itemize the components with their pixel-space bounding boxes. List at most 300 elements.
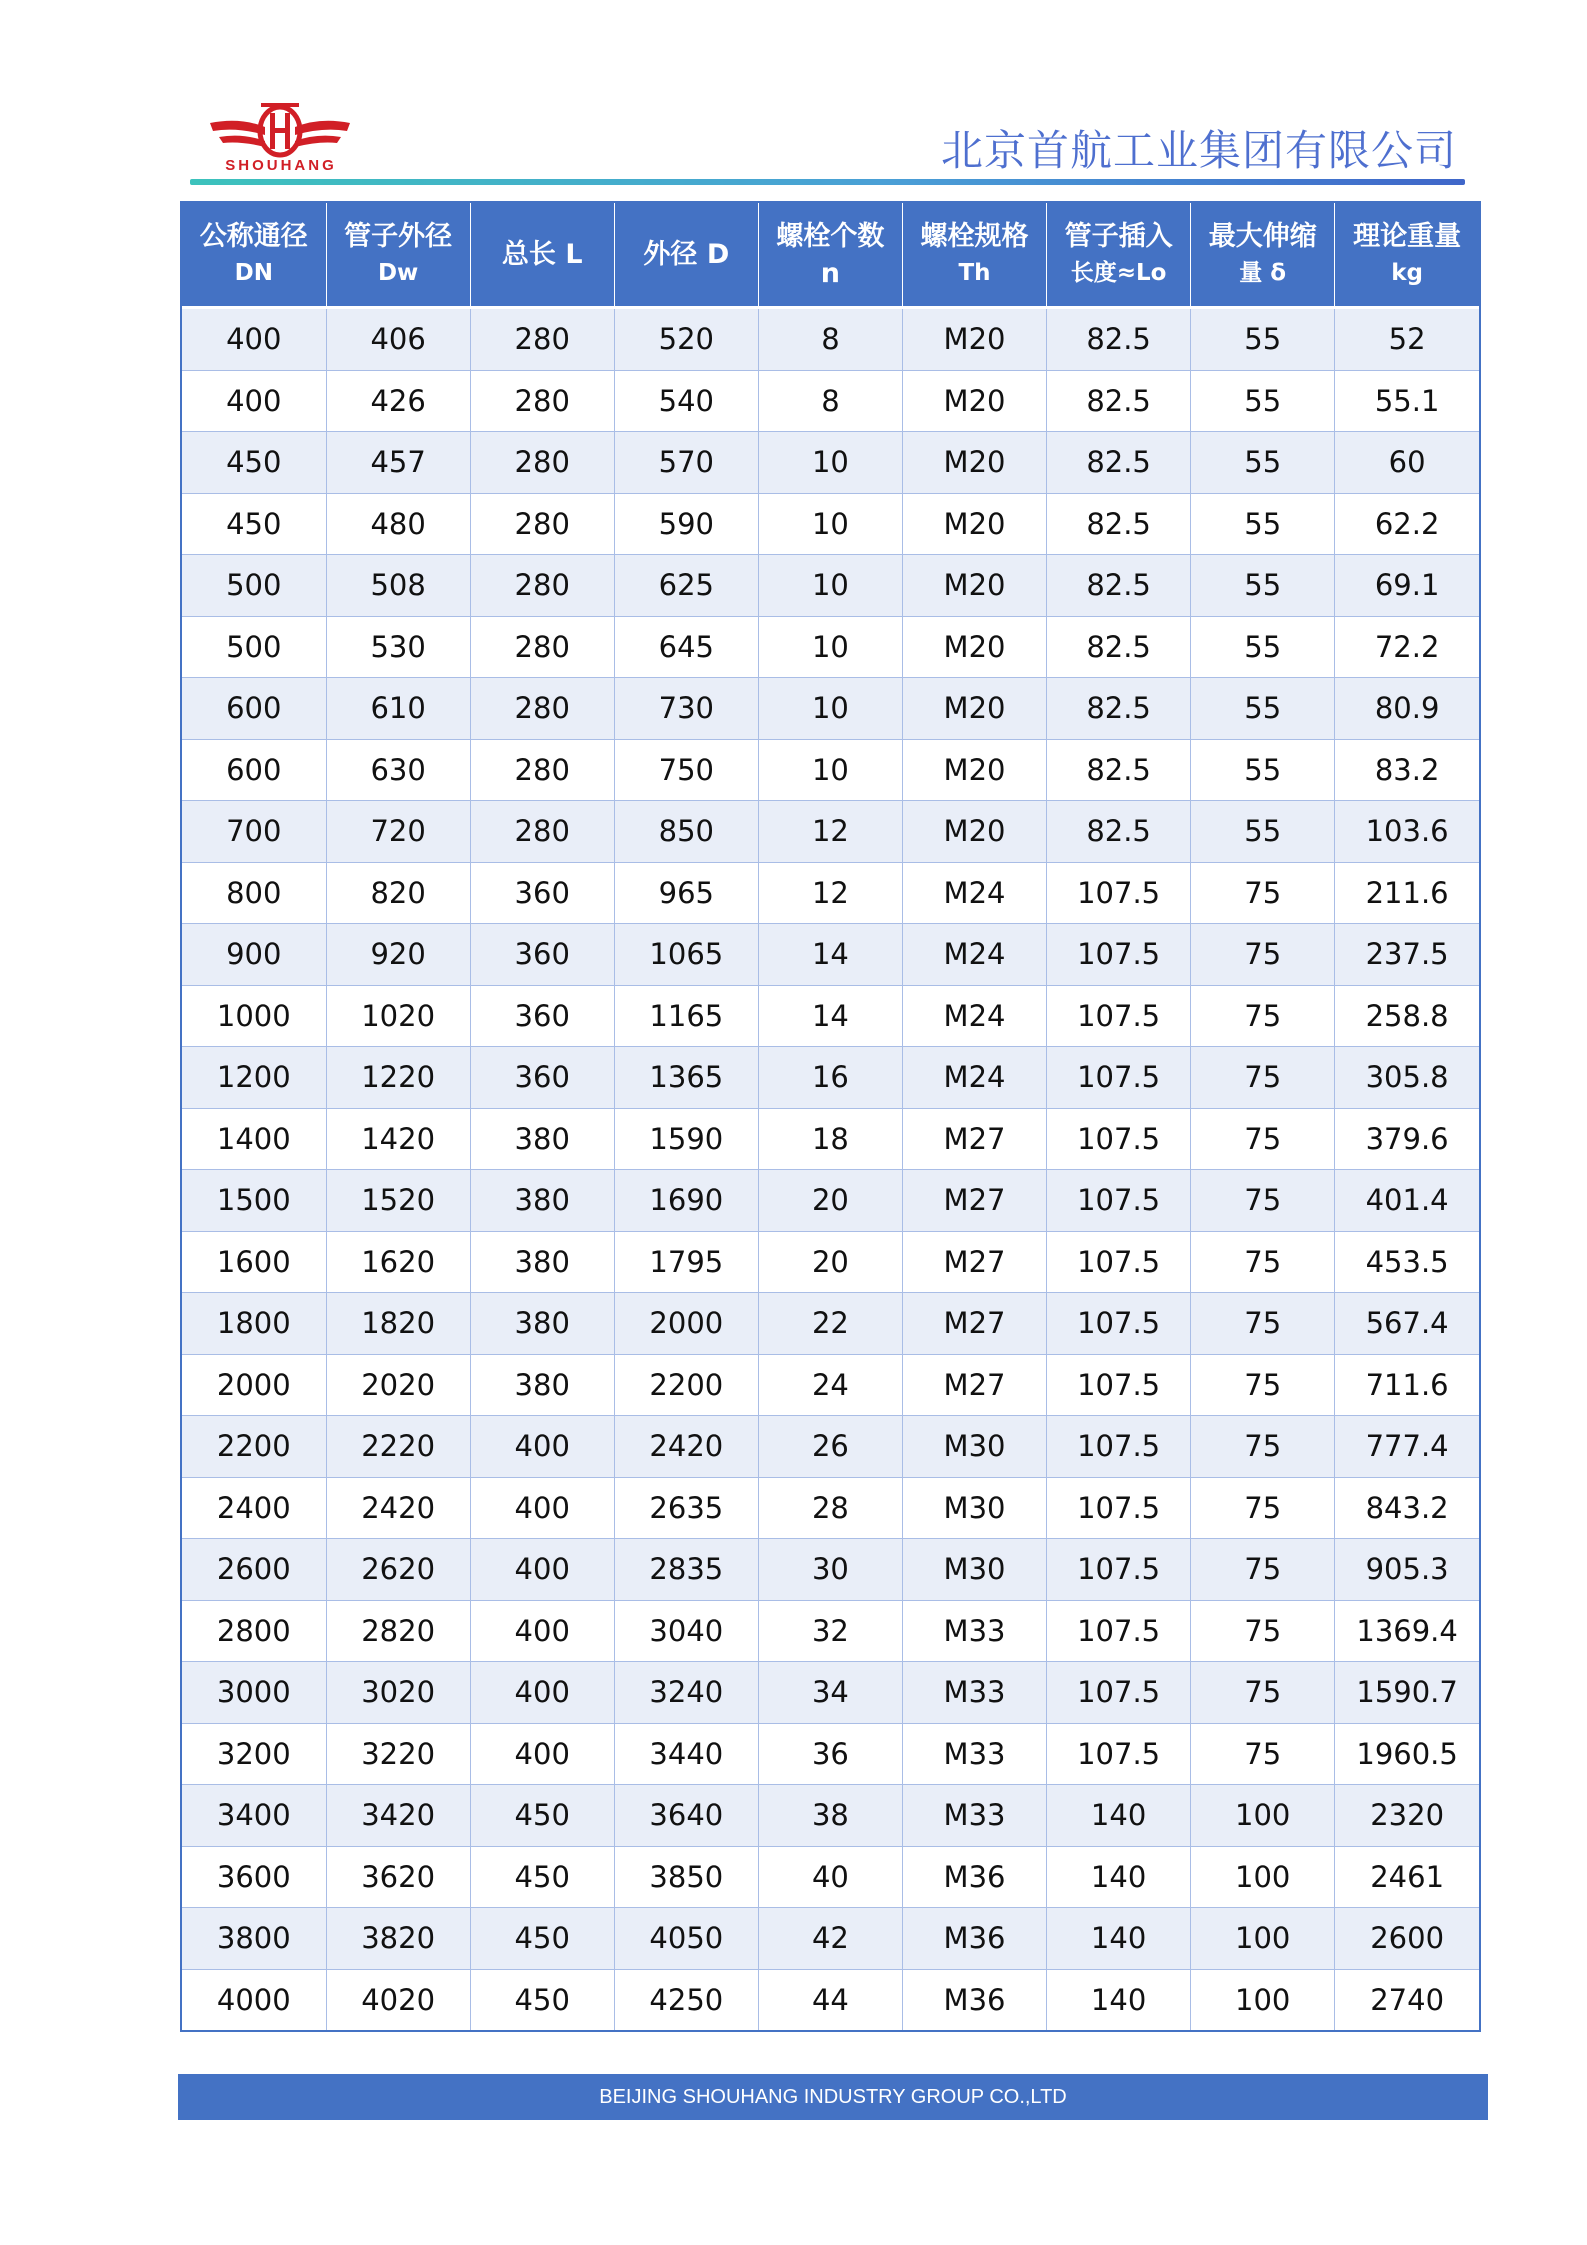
- table-cell: 75: [1191, 924, 1335, 986]
- table-cell: 3600: [182, 1846, 326, 1908]
- table-cell: 100: [1191, 1785, 1335, 1847]
- table-cell: 82.5: [1047, 678, 1191, 740]
- table-row: [182, 678, 1479, 740]
- table-cell: 32: [758, 1600, 902, 1662]
- table-cell: 3400: [182, 1785, 326, 1847]
- column-header: [182, 203, 326, 308]
- table-cell: M24: [902, 862, 1046, 924]
- table-cell: 500: [182, 616, 326, 678]
- table-cell: 38: [758, 1785, 902, 1847]
- table-cell: 72.2: [1335, 616, 1479, 678]
- table-cell: M20: [902, 555, 1046, 617]
- table-cell: 645: [614, 616, 758, 678]
- table-cell: 2200: [614, 1354, 758, 1416]
- column-header: [758, 203, 902, 308]
- table-cell: 55: [1191, 432, 1335, 494]
- column-header-label: 管子插入: [1064, 220, 1173, 252]
- table-cell: 18: [758, 1108, 902, 1170]
- table-row: [182, 801, 1479, 863]
- column-header-sublabel: Th: [958, 259, 991, 286]
- table-cell: 2420: [326, 1477, 470, 1539]
- table-cell: 965: [614, 862, 758, 924]
- table-cell: 36: [758, 1723, 902, 1785]
- table-cell: M20: [902, 678, 1046, 740]
- table-cell: M24: [902, 1047, 1046, 1109]
- table-cell: 24: [758, 1354, 902, 1416]
- table-cell: 3420: [326, 1785, 470, 1847]
- table-cell: 720: [326, 801, 470, 863]
- table-cell: 107.5: [1047, 1477, 1191, 1539]
- table-cell: 83.2: [1335, 739, 1479, 801]
- table-body: [182, 308, 1479, 2031]
- table-cell: 52: [1335, 308, 1479, 371]
- table-cell: M27: [902, 1293, 1046, 1355]
- table-cell: 14: [758, 985, 902, 1047]
- table-cell: 400: [470, 1662, 614, 1724]
- table-cell: 530: [326, 616, 470, 678]
- table-row: [182, 308, 1479, 371]
- table-cell: 82.5: [1047, 493, 1191, 555]
- table-cell: 40: [758, 1846, 902, 1908]
- column-header: [1047, 203, 1191, 308]
- table-cell: 400: [470, 1539, 614, 1601]
- table-cell: 75: [1191, 1047, 1335, 1109]
- table-cell: 30: [758, 1539, 902, 1601]
- table-cell: 20: [758, 1231, 902, 1293]
- table-cell: 107.5: [1047, 1047, 1191, 1109]
- table-cell: 457: [326, 432, 470, 494]
- table-cell: 103.6: [1335, 801, 1479, 863]
- table-cell: 69.1: [1335, 555, 1479, 617]
- table-cell: 14: [758, 924, 902, 986]
- table-cell: 850: [614, 801, 758, 863]
- table-cell: 280: [470, 432, 614, 494]
- table-row: [182, 1539, 1479, 1601]
- table-cell: 508: [326, 555, 470, 617]
- column-header-label: 理论重量: [1353, 220, 1462, 252]
- table-cell: 2835: [614, 1539, 758, 1601]
- table-cell: 75: [1191, 862, 1335, 924]
- table-cell: 211.6: [1335, 862, 1479, 924]
- table-cell: 400: [182, 370, 326, 432]
- table-cell: M33: [902, 1662, 1046, 1724]
- column-header-sublabel: DN: [234, 259, 273, 286]
- table-cell: 100: [1191, 1846, 1335, 1908]
- table-cell: 777.4: [1335, 1416, 1479, 1478]
- table-cell: 75: [1191, 1477, 1335, 1539]
- table-cell: 800: [182, 862, 326, 924]
- table-row: [182, 1846, 1479, 1908]
- column-header-sublabel: 量 δ: [1239, 259, 1287, 286]
- footer-bar: BEIJING SHOUHANG INDUSTRY GROUP CO.,LTD: [178, 2074, 1488, 2120]
- table-cell: 400: [182, 308, 326, 371]
- table-cell: M20: [902, 432, 1046, 494]
- table-row: [182, 1908, 1479, 1970]
- table-cell: 820: [326, 862, 470, 924]
- table-cell: 2635: [614, 1477, 758, 1539]
- column-header-label: 公称通径: [199, 220, 308, 252]
- table-cell: 3620: [326, 1846, 470, 1908]
- table-cell: 75: [1191, 1170, 1335, 1232]
- table-cell: M30: [902, 1539, 1046, 1601]
- table-cell: 1065: [614, 924, 758, 986]
- table-cell: 380: [470, 1354, 614, 1416]
- table-cell: 107.5: [1047, 985, 1191, 1047]
- column-header-sublabel: 长度≈Lo: [1070, 259, 1167, 286]
- table-row: [182, 370, 1479, 432]
- table-cell: 34: [758, 1662, 902, 1724]
- table-cell: 380: [470, 1170, 614, 1232]
- table-cell: 401.4: [1335, 1170, 1479, 1232]
- table-cell: 1800: [182, 1293, 326, 1355]
- table-row: [182, 555, 1479, 617]
- table-cell: 1690: [614, 1170, 758, 1232]
- table-cell: 450: [470, 1846, 614, 1908]
- table-cell: 4000: [182, 1969, 326, 2030]
- table-cell: 107.5: [1047, 1600, 1191, 1662]
- table-cell: 2620: [326, 1539, 470, 1601]
- table-cell: 75: [1191, 1416, 1335, 1478]
- table-cell: 10: [758, 432, 902, 494]
- table-cell: 20: [758, 1170, 902, 1232]
- table-cell: 26: [758, 1416, 902, 1478]
- table-cell: 380: [470, 1231, 614, 1293]
- company-name: 北京首航工业集团有限公司: [940, 126, 1457, 175]
- table-cell: 3000: [182, 1662, 326, 1724]
- table-row: [182, 1723, 1479, 1785]
- table-cell: M27: [902, 1108, 1046, 1170]
- table-cell: 1795: [614, 1231, 758, 1293]
- table-cell: 12: [758, 801, 902, 863]
- table-cell: M30: [902, 1477, 1046, 1539]
- table-cell: 480: [326, 493, 470, 555]
- table-header-row: [182, 203, 1479, 308]
- table-cell: 3200: [182, 1723, 326, 1785]
- table-cell: M24: [902, 985, 1046, 1047]
- table-cell: 280: [470, 739, 614, 801]
- table-cell: 2420: [614, 1416, 758, 1478]
- table-cell: 280: [470, 616, 614, 678]
- table-cell: 280: [470, 801, 614, 863]
- table-cell: 2320: [1335, 1785, 1479, 1847]
- table-cell: 10: [758, 678, 902, 740]
- table-cell: 82.5: [1047, 555, 1191, 617]
- table-row: [182, 1600, 1479, 1662]
- table-cell: 3640: [614, 1785, 758, 1847]
- table-cell: M33: [902, 1600, 1046, 1662]
- table-cell: 2220: [326, 1416, 470, 1478]
- table-cell: 280: [470, 678, 614, 740]
- table-cell: M36: [902, 1969, 1046, 2030]
- table-row: [182, 1416, 1479, 1478]
- table-cell: 600: [182, 739, 326, 801]
- table-cell: M27: [902, 1170, 1046, 1232]
- table-cell: 107.5: [1047, 1108, 1191, 1170]
- column-header: [1191, 203, 1335, 308]
- logo-wordmark: SHOUHANG: [225, 157, 337, 174]
- table-cell: 8: [758, 308, 902, 371]
- table-row: [182, 1108, 1479, 1170]
- table-cell: 237.5: [1335, 924, 1479, 986]
- column-header: [902, 203, 1046, 308]
- table-cell: M20: [902, 616, 1046, 678]
- table-cell: M20: [902, 370, 1046, 432]
- table-cell: 80.9: [1335, 678, 1479, 740]
- table-cell: 2020: [326, 1354, 470, 1416]
- table-cell: 107.5: [1047, 924, 1191, 986]
- table-cell: M27: [902, 1354, 1046, 1416]
- table-cell: 3040: [614, 1600, 758, 1662]
- column-header: [1335, 203, 1479, 308]
- table-cell: 1220: [326, 1047, 470, 1109]
- table-cell: 400: [470, 1416, 614, 1478]
- spec-table: [182, 203, 1479, 2030]
- table-cell: 1500: [182, 1170, 326, 1232]
- table-cell: 55: [1191, 801, 1335, 863]
- table-cell: 62.2: [1335, 493, 1479, 555]
- table-cell: 843.2: [1335, 1477, 1479, 1539]
- table-cell: 107.5: [1047, 862, 1191, 924]
- table-cell: M20: [902, 739, 1046, 801]
- spec-table-container: [180, 201, 1481, 2032]
- table-cell: 730: [614, 678, 758, 740]
- table-cell: 426: [326, 370, 470, 432]
- table-cell: 280: [470, 493, 614, 555]
- table-cell: 82.5: [1047, 432, 1191, 494]
- column-header-sublabel: Dw: [377, 259, 419, 286]
- table-cell: 82.5: [1047, 801, 1191, 863]
- column-header: [470, 203, 614, 308]
- table-cell: 28: [758, 1477, 902, 1539]
- column-header: [614, 203, 758, 308]
- table-cell: 75: [1191, 985, 1335, 1047]
- table-row: [182, 432, 1479, 494]
- table-cell: 3240: [614, 1662, 758, 1724]
- table-cell: 2600: [182, 1539, 326, 1601]
- table-cell: 4250: [614, 1969, 758, 2030]
- column-header-label: 螺栓个数 n: [776, 220, 885, 289]
- table-cell: 75: [1191, 1600, 1335, 1662]
- table-cell: 75: [1191, 1539, 1335, 1601]
- table-cell: 55: [1191, 555, 1335, 617]
- table-cell: 280: [470, 308, 614, 371]
- table-cell: 280: [470, 555, 614, 617]
- table-cell: 360: [470, 1047, 614, 1109]
- table-cell: 140: [1047, 1785, 1191, 1847]
- column-header-label: 外径 D: [643, 239, 730, 270]
- table-cell: 1590: [614, 1108, 758, 1170]
- table-cell: 55: [1191, 616, 1335, 678]
- table-row: [182, 1785, 1479, 1847]
- table-cell: 100: [1191, 1908, 1335, 1970]
- table-cell: 520: [614, 308, 758, 371]
- table-cell: 305.8: [1335, 1047, 1479, 1109]
- table-row: [182, 1969, 1479, 2030]
- table-cell: 42: [758, 1908, 902, 1970]
- table-cell: 750: [614, 739, 758, 801]
- table-cell: 10: [758, 616, 902, 678]
- table-cell: 10: [758, 493, 902, 555]
- table-cell: 107.5: [1047, 1416, 1191, 1478]
- column-header-label: 总长 L: [501, 239, 583, 270]
- table-cell: 140: [1047, 1908, 1191, 1970]
- table-cell: 610: [326, 678, 470, 740]
- table-cell: 3850: [614, 1846, 758, 1908]
- table-cell: M33: [902, 1723, 1046, 1785]
- column-header-label: 螺栓规格: [920, 220, 1029, 252]
- table-cell: 2200: [182, 1416, 326, 1478]
- table-cell: 75: [1191, 1662, 1335, 1724]
- table-cell: 2000: [182, 1354, 326, 1416]
- table-cell: 75: [1191, 1293, 1335, 1355]
- table-cell: 140: [1047, 1846, 1191, 1908]
- table-cell: 570: [614, 432, 758, 494]
- table-row: [182, 1662, 1479, 1724]
- table-row: [182, 1477, 1479, 1539]
- table-cell: 3440: [614, 1723, 758, 1785]
- table-cell: 1200: [182, 1047, 326, 1109]
- table-cell: 82.5: [1047, 370, 1191, 432]
- table-cell: 75: [1191, 1723, 1335, 1785]
- table-cell: 107.5: [1047, 1662, 1191, 1724]
- table-cell: 107.5: [1047, 1293, 1191, 1355]
- table-cell: 75: [1191, 1354, 1335, 1416]
- table-cell: 280: [470, 370, 614, 432]
- table-cell: 900: [182, 924, 326, 986]
- table-cell: 107.5: [1047, 1354, 1191, 1416]
- table-cell: 55: [1191, 739, 1335, 801]
- table-cell: 1520: [326, 1170, 470, 1232]
- table-cell: 450: [182, 432, 326, 494]
- table-cell: 107.5: [1047, 1723, 1191, 1785]
- table-cell: 2800: [182, 1600, 326, 1662]
- table-cell: 1590.7: [1335, 1662, 1479, 1724]
- table-cell: M20: [902, 801, 1046, 863]
- table-cell: 10: [758, 739, 902, 801]
- table-cell: 379.6: [1335, 1108, 1479, 1170]
- table-cell: 55.1: [1335, 370, 1479, 432]
- table-cell: 600: [182, 678, 326, 740]
- table-cell: 711.6: [1335, 1354, 1479, 1416]
- table-cell: M20: [902, 308, 1046, 371]
- table-cell: 82.5: [1047, 616, 1191, 678]
- table-row: [182, 924, 1479, 986]
- table-row: [182, 1354, 1479, 1416]
- table-cell: M24: [902, 924, 1046, 986]
- table-cell: 400: [470, 1600, 614, 1662]
- column-header-sublabel: kg: [1391, 259, 1423, 286]
- table-cell: 540: [614, 370, 758, 432]
- table-cell: 22: [758, 1293, 902, 1355]
- table-cell: 3820: [326, 1908, 470, 1970]
- table-row: [182, 616, 1479, 678]
- table-cell: 1369.4: [1335, 1600, 1479, 1662]
- table-row: [182, 862, 1479, 924]
- table-cell: 1400: [182, 1108, 326, 1170]
- table-cell: 360: [470, 924, 614, 986]
- table-cell: 1365: [614, 1047, 758, 1109]
- table-cell: 380: [470, 1108, 614, 1170]
- table-cell: 2600: [1335, 1908, 1479, 1970]
- table-row: [182, 1231, 1479, 1293]
- table-cell: 450: [470, 1908, 614, 1970]
- table-cell: 3020: [326, 1662, 470, 1724]
- table-cell: 140: [1047, 1969, 1191, 2030]
- column-header-label: 管子外径: [344, 220, 453, 252]
- table-cell: 406: [326, 308, 470, 371]
- table-cell: 590: [614, 493, 758, 555]
- table-cell: 3220: [326, 1723, 470, 1785]
- table-cell: 400: [470, 1723, 614, 1785]
- table-cell: 8: [758, 370, 902, 432]
- table-cell: 2000: [614, 1293, 758, 1355]
- table-cell: 258.8: [1335, 985, 1479, 1047]
- table-cell: 905.3: [1335, 1539, 1479, 1601]
- table-cell: 2461: [1335, 1846, 1479, 1908]
- table-cell: 1620: [326, 1231, 470, 1293]
- table-cell: 1960.5: [1335, 1723, 1479, 1785]
- table-row: [182, 1170, 1479, 1232]
- table-cell: M27: [902, 1231, 1046, 1293]
- table-cell: 453.5: [1335, 1231, 1479, 1293]
- table-cell: 107.5: [1047, 1231, 1191, 1293]
- table-cell: 82.5: [1047, 308, 1191, 371]
- table-cell: 55: [1191, 493, 1335, 555]
- table-cell: 1600: [182, 1231, 326, 1293]
- table-cell: 625: [614, 555, 758, 617]
- table-cell: 55: [1191, 308, 1335, 371]
- table-cell: 360: [470, 985, 614, 1047]
- table-cell: 4050: [614, 1908, 758, 1970]
- table-cell: 10: [758, 555, 902, 617]
- table-cell: 1420: [326, 1108, 470, 1170]
- table-cell: 2820: [326, 1600, 470, 1662]
- table-cell: 450: [182, 493, 326, 555]
- table-cell: 3800: [182, 1908, 326, 1970]
- table-row: [182, 1293, 1479, 1355]
- table-row: [182, 985, 1479, 1047]
- table-cell: 700: [182, 801, 326, 863]
- table-row: [182, 493, 1479, 555]
- table-cell: 4020: [326, 1969, 470, 2030]
- table-cell: 107.5: [1047, 1539, 1191, 1601]
- table-cell: 75: [1191, 1108, 1335, 1170]
- table-cell: M36: [902, 1908, 1046, 1970]
- table-cell: 567.4: [1335, 1293, 1479, 1355]
- table-cell: 450: [470, 1969, 614, 2030]
- table-cell: 1000: [182, 985, 326, 1047]
- table-cell: 75: [1191, 1231, 1335, 1293]
- table-cell: 500: [182, 555, 326, 617]
- column-header: [326, 203, 470, 308]
- table-cell: 1820: [326, 1293, 470, 1355]
- table-cell: M36: [902, 1846, 1046, 1908]
- table-cell: M30: [902, 1416, 1046, 1478]
- table-cell: 1165: [614, 985, 758, 1047]
- header-divider: [190, 179, 1465, 185]
- table-cell: 630: [326, 739, 470, 801]
- table-cell: 16: [758, 1047, 902, 1109]
- table-cell: 55: [1191, 370, 1335, 432]
- table-cell: 44: [758, 1969, 902, 2030]
- table-cell: 2740: [1335, 1969, 1479, 2030]
- table-cell: 1020: [326, 985, 470, 1047]
- table-cell: M33: [902, 1785, 1046, 1847]
- table-cell: 107.5: [1047, 1170, 1191, 1232]
- table-cell: 55: [1191, 678, 1335, 740]
- table-cell: 920: [326, 924, 470, 986]
- table-cell: 100: [1191, 1969, 1335, 2030]
